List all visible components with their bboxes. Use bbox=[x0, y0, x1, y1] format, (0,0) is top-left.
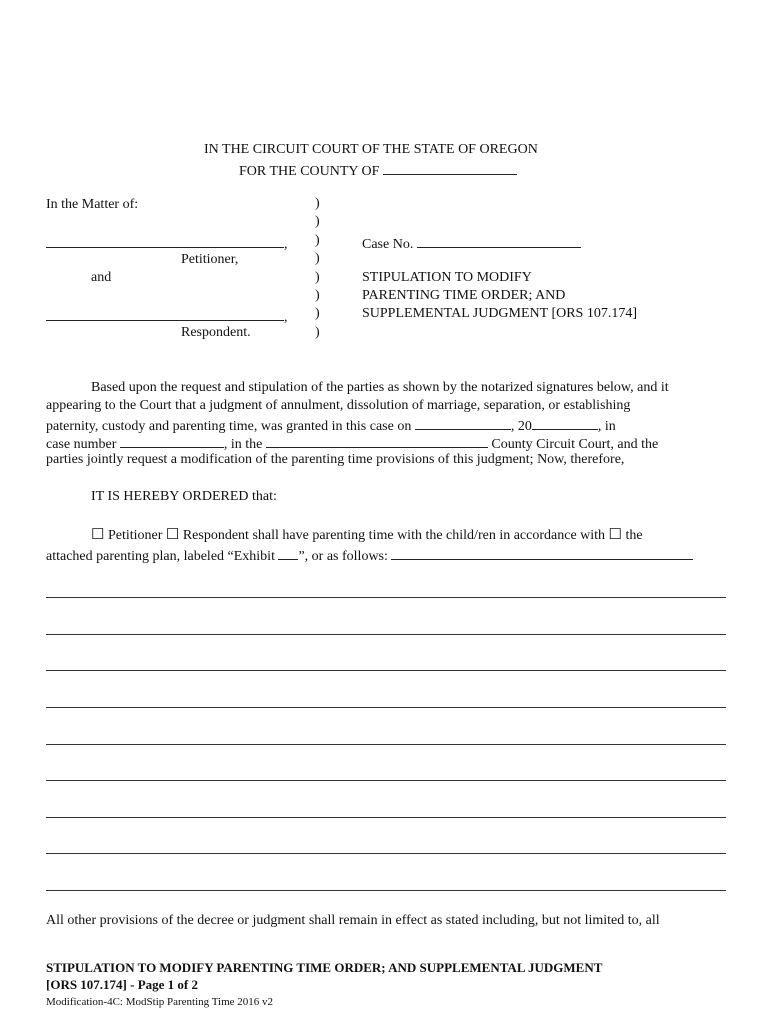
paren: ) bbox=[315, 196, 320, 211]
paren: ) bbox=[315, 251, 320, 267]
exhibit-text: attached parenting plan, labeled “Exhibit bbox=[46, 549, 275, 564]
body-case-number-blank[interactable] bbox=[120, 433, 224, 448]
respondent-name-field[interactable] bbox=[46, 306, 288, 327]
ordered-heading: IT IS HEREBY ORDERED that: bbox=[91, 489, 277, 504]
respondent-option-label: Respondent shall have parenting time with the child/ren in accordance with bbox=[182, 528, 606, 543]
para1-line1: Based upon the request and stipulation of the parties as shown by the notarized signatures below, and it bbox=[91, 380, 669, 395]
year-prefix: , 20 bbox=[510, 419, 532, 434]
paren: ) bbox=[315, 214, 320, 230]
parenting-time-options bbox=[91, 526, 643, 545]
and-label: and bbox=[91, 270, 112, 285]
petitioner-label: Petitioner, bbox=[181, 252, 239, 267]
in-the-text: , in the bbox=[223, 437, 263, 452]
writing-line[interactable] bbox=[46, 597, 726, 598]
as-follows-text: ”, or as follows: bbox=[298, 549, 388, 564]
paren: ) bbox=[315, 232, 320, 248]
respondent-checkbox[interactable]: ☐ bbox=[165, 527, 180, 543]
footer-title-line-2: [ORS 107.174] - Page 1 of 2 bbox=[46, 977, 199, 992]
county-court-blank[interactable] bbox=[266, 433, 488, 448]
writing-line[interactable] bbox=[46, 634, 726, 635]
judgment-date-blank[interactable] bbox=[415, 415, 511, 430]
writing-line[interactable] bbox=[46, 780, 726, 781]
plan-line bbox=[46, 545, 693, 566]
form-id: Modification-4C: ModStip Parenting Time 2016 v2 bbox=[46, 996, 274, 1008]
paren: ) bbox=[315, 324, 320, 340]
respondent-label: Respondent. bbox=[181, 325, 251, 340]
petitioner-option-label: Petitioner bbox=[107, 528, 163, 543]
paren: ) bbox=[315, 288, 320, 304]
case-no-label: Case No. bbox=[362, 237, 414, 252]
in-text: , in bbox=[597, 419, 616, 434]
paren: ) bbox=[315, 306, 320, 322]
respondent-name-blank[interactable] bbox=[46, 306, 284, 321]
petitioner-name-field[interactable] bbox=[46, 233, 288, 254]
granted-text: paternity, custody and parenting time, was granted in this case on bbox=[46, 419, 412, 434]
writing-line[interactable] bbox=[46, 707, 726, 708]
case-number-field bbox=[362, 233, 581, 254]
all-other-provisions: All other provisions of the decree or judgment shall remain in effect as stated including, but not limited to, all bbox=[46, 913, 660, 928]
case-number-blank[interactable] bbox=[417, 233, 581, 248]
document-title-line-1: STIPULATION TO MODIFY bbox=[362, 270, 532, 285]
year-blank[interactable] bbox=[532, 415, 598, 430]
exhibit-blank[interactable] bbox=[278, 545, 298, 560]
county-blank[interactable] bbox=[383, 160, 517, 175]
petitioner-checkbox[interactable]: ☐ bbox=[91, 527, 105, 543]
footer-title-line-1: STIPULATION TO MODIFY PARENTING TIME ORDER; AND SUPPLEMENTAL JUDGMENT bbox=[46, 960, 603, 975]
document-title-line-3: SUPPLEMENTAL JUDGMENT [ORS 107.174] bbox=[362, 306, 638, 321]
writing-line[interactable] bbox=[46, 817, 726, 818]
para1-line2: appearing to the Court that a judgment of annulment, dissolution of marriage, separation, or establishing bbox=[46, 398, 631, 413]
writing-line[interactable] bbox=[46, 670, 726, 671]
document-title-line-2: PARENTING TIME ORDER; AND bbox=[362, 288, 566, 303]
parenting-plan-checkbox[interactable]: ☐ bbox=[608, 527, 622, 543]
county-court-text: County Circuit Court, and the bbox=[491, 437, 659, 452]
case-number-text: case number bbox=[46, 437, 117, 452]
writing-line[interactable] bbox=[46, 853, 726, 854]
comma: , bbox=[284, 310, 288, 325]
writing-line[interactable] bbox=[46, 890, 726, 891]
court-title: IN THE CIRCUIT COURT OF THE STATE OF OREGON bbox=[204, 142, 538, 157]
the-label: the bbox=[625, 528, 643, 543]
comma: , bbox=[284, 237, 288, 252]
para1-line5: parties jointly request a modification of the parenting time provisions of this judgment; Now, therefore, bbox=[46, 452, 625, 467]
paren: ) bbox=[315, 269, 320, 285]
county-label: FOR THE COUNTY OF bbox=[239, 164, 380, 179]
as-follows-blank[interactable] bbox=[391, 545, 693, 560]
petitioner-name-blank[interactable] bbox=[46, 233, 284, 248]
writing-line[interactable] bbox=[46, 744, 726, 745]
county-line bbox=[239, 160, 517, 181]
caption-parentheses bbox=[315, 195, 320, 342]
in-matter-of-label: In the Matter of: bbox=[46, 197, 139, 212]
